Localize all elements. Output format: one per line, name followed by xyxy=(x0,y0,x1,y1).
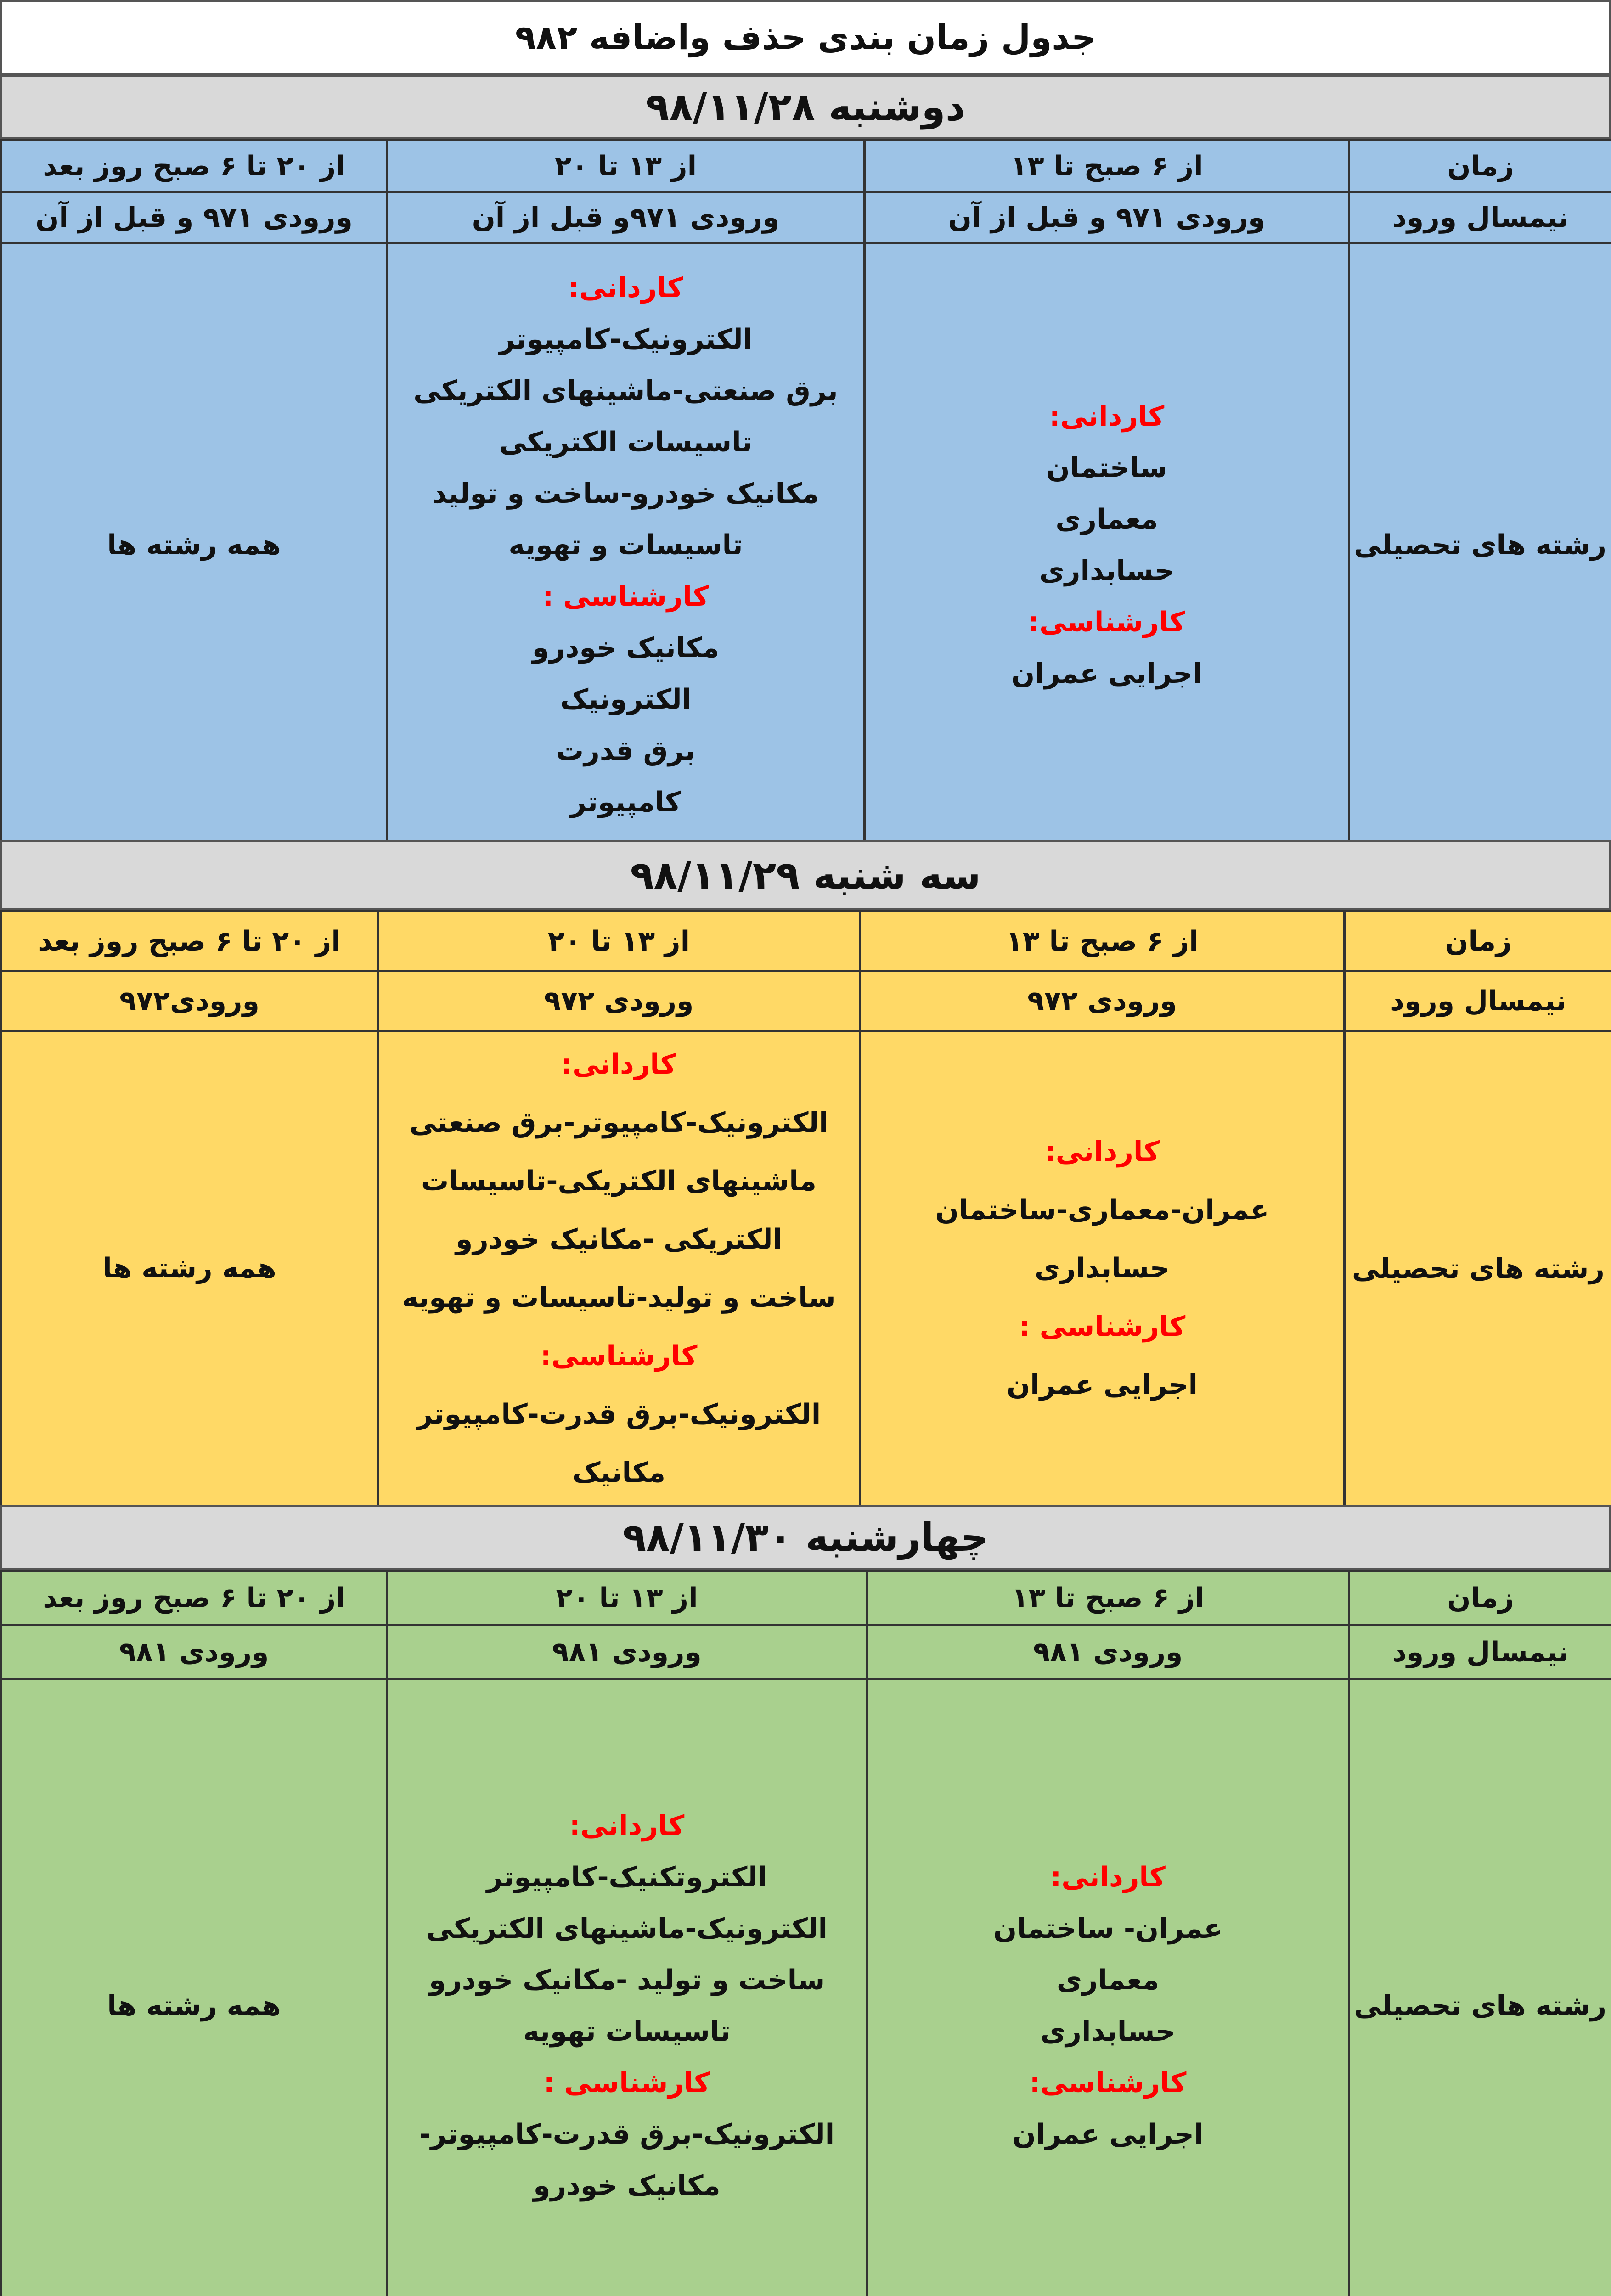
field-list xyxy=(866,1123,1339,1414)
field-item: حسابداری xyxy=(1035,1239,1170,1298)
field-item: ساختمان xyxy=(1046,442,1167,494)
field-list xyxy=(393,1800,861,2212)
field-item: برق صنعتی-ماشینهای الکتریکی xyxy=(413,365,838,416)
row-label-time: زمان xyxy=(1345,912,1611,971)
time-cell: از ۱۳ تا ۲۰ xyxy=(378,912,860,971)
fields-row xyxy=(1,243,1611,847)
field-item: ساخت و تولید-تاسیسات و تهویه xyxy=(402,1269,835,1327)
entry-cell: ورودی ۹۷۲ xyxy=(378,971,860,1031)
fields-cell xyxy=(387,243,865,847)
degree-heading: کارشناسی : xyxy=(544,2057,710,2109)
field-item: عمران-معماری-ساختمان xyxy=(935,1181,1269,1239)
field-list xyxy=(870,391,1343,699)
degree-heading: کاردانی: xyxy=(569,1800,685,1851)
time-cell: از ۱۳ تا ۲۰ xyxy=(387,1571,867,1625)
field-item: معماری xyxy=(1055,494,1158,545)
fields-cell xyxy=(378,1031,860,1507)
entry-cell: ورودی ۹۸۱ xyxy=(387,1625,867,1679)
field-item: همه رشته ها xyxy=(107,519,281,571)
degree-heading: کارشناسی: xyxy=(541,1327,698,1385)
fields-cell xyxy=(1,1031,378,1507)
entry-cell: ورودی ۹۷۱ و قبل از آن xyxy=(1,192,387,243)
field-item: مکانیک خودرو xyxy=(533,2160,720,2212)
fields-cell xyxy=(867,1679,1349,2296)
degree-heading: کارشناسی : xyxy=(1019,1298,1186,1356)
field-list xyxy=(393,262,859,828)
field-list xyxy=(873,1851,1343,2160)
field-list xyxy=(383,1035,854,1502)
row-label-entry: نیمسال ورود xyxy=(1349,192,1611,243)
time-cell: از ۱۳ تا ۲۰ xyxy=(387,141,865,192)
fields-cell xyxy=(1,1679,387,2296)
schedule-table xyxy=(0,1570,1611,2296)
time-row xyxy=(1,1571,1611,1625)
degree-heading: کاردانی: xyxy=(561,1035,676,1094)
schedule-table xyxy=(0,139,1611,848)
time-row xyxy=(1,912,1611,971)
field-item: تاسیسات و تهویه xyxy=(508,519,743,571)
field-item: همه رشته ها xyxy=(107,1980,281,2032)
field-item: الکترونیک xyxy=(560,674,692,725)
field-item: کامپیوتر xyxy=(570,777,681,828)
row-label-fields: رشته های تحصیلی xyxy=(1349,1679,1611,2296)
time-cell: از ۶ صبح تا ۱۳ xyxy=(860,912,1345,971)
entry-row xyxy=(1,971,1611,1031)
field-item: اجرایی عمران xyxy=(1007,1356,1198,1414)
entry-cell: ورودی۹۷۲ xyxy=(1,971,378,1031)
entry-cell: ورودی ۹۷۱ و قبل از آن xyxy=(865,192,1349,243)
day-heading: چهارشنبه ۹۸/۱۱/۳۰ xyxy=(0,1505,1611,1570)
degree-heading: کارشناسی: xyxy=(1030,2057,1187,2109)
row-label-entry: نیمسال ورود xyxy=(1345,971,1611,1031)
degree-heading: کاردانی: xyxy=(1045,1123,1160,1181)
field-item: ساخت و تولید -مکانیک خودرو xyxy=(429,1954,825,2006)
field-item: عمران- ساختمان xyxy=(993,1903,1222,1954)
field-item: تاسیسات تهویه xyxy=(523,2006,731,2057)
field-item: مکانیک خودرو-ساخت و تولید xyxy=(433,468,819,519)
time-row xyxy=(1,141,1611,192)
time-cell: از ۶ صبح تا ۱۳ xyxy=(865,141,1349,192)
degree-heading: کارشناسی : xyxy=(542,571,709,622)
field-item: حسابداری xyxy=(1040,2006,1175,2057)
field-item: تاسیسات الکتریکی xyxy=(499,416,752,468)
page-title: جدول زمان بندی حذف واضافه ۹۸۲ xyxy=(0,0,1611,75)
time-cell: از ۶ صبح تا ۱۳ xyxy=(867,1571,1349,1625)
field-item: مکانیک خودرو xyxy=(532,622,719,674)
field-item: همه رشته ها xyxy=(102,1239,276,1298)
field-item: حسابداری xyxy=(1039,545,1174,597)
field-item: الکتروتکنیک-کامپیوتر xyxy=(487,1851,767,1903)
fields-cell xyxy=(1,243,387,847)
degree-heading: کاردانی: xyxy=(1049,391,1165,442)
time-cell: از ۲۰ تا ۶ صبح روز بعد xyxy=(1,912,378,971)
row-label-fields: رشته های تحصیلی xyxy=(1345,1031,1611,1507)
entry-cell: ورودی ۹۷۱و قبل از آن xyxy=(387,192,865,243)
day-heading: دوشنبه ۹۸/۱۱/۲۸ xyxy=(0,75,1611,139)
field-item: اجرایی عمران xyxy=(1012,2109,1203,2160)
field-item: الکتریکی -مکانیک خودرو xyxy=(456,1210,782,1269)
field-item: مکانیک xyxy=(572,1444,665,1502)
field-item: الکترونیک-برق قدرت-کامپیوتر- xyxy=(419,2109,834,2160)
row-label-time: زمان xyxy=(1349,141,1611,192)
field-list xyxy=(7,1980,381,2032)
field-item: الکترونیک-برق قدرت-کامپیوتر xyxy=(417,1385,821,1444)
field-item: الکترونیک-کامپیوتر xyxy=(499,314,752,365)
field-item: برق قدرت xyxy=(556,725,695,777)
degree-heading: کاردانی: xyxy=(568,262,683,314)
field-list xyxy=(7,1239,372,1298)
degree-heading: کاردانی: xyxy=(1050,1851,1166,1903)
row-label-entry: نیمسال ورود xyxy=(1349,1625,1611,1679)
entry-cell: ورودی ۹۸۱ xyxy=(1,1625,387,1679)
entry-cell: ورودی ۹۸۱ xyxy=(867,1625,1349,1679)
entry-cell: ورودی ۹۷۲ xyxy=(860,971,1345,1031)
field-list xyxy=(7,519,381,571)
degree-heading: کارشناسی: xyxy=(1028,597,1185,648)
time-cell: از ۲۰ تا ۶ صبح روز بعد xyxy=(1,1571,387,1625)
day-heading: سه شنبه ۹۸/۱۱/۲۹ xyxy=(0,840,1611,910)
field-item: الکترونیک-ماشینهای الکتریکی xyxy=(426,1903,828,1954)
entry-row xyxy=(1,1625,1611,1679)
row-label-fields: رشته های تحصیلی xyxy=(1349,243,1611,847)
field-item: الکترونیک-کامپیوتر-برق صنعتی xyxy=(409,1094,828,1152)
field-item: معماری xyxy=(1057,1954,1159,2006)
fields-cell xyxy=(387,1679,867,2296)
fields-row xyxy=(1,1679,1611,2296)
entry-row xyxy=(1,192,1611,243)
time-cell: از ۲۰ تا ۶ صبح روز بعد xyxy=(1,141,387,192)
row-label-time: زمان xyxy=(1349,1571,1611,1625)
fields-cell xyxy=(860,1031,1345,1507)
fields-row xyxy=(1,1031,1611,1507)
field-item: اجرایی عمران xyxy=(1011,648,1202,699)
fields-cell xyxy=(865,243,1349,847)
field-item: ماشینهای الکتریکی-تاسیسات xyxy=(421,1152,817,1210)
schedule-table xyxy=(0,910,1611,1508)
